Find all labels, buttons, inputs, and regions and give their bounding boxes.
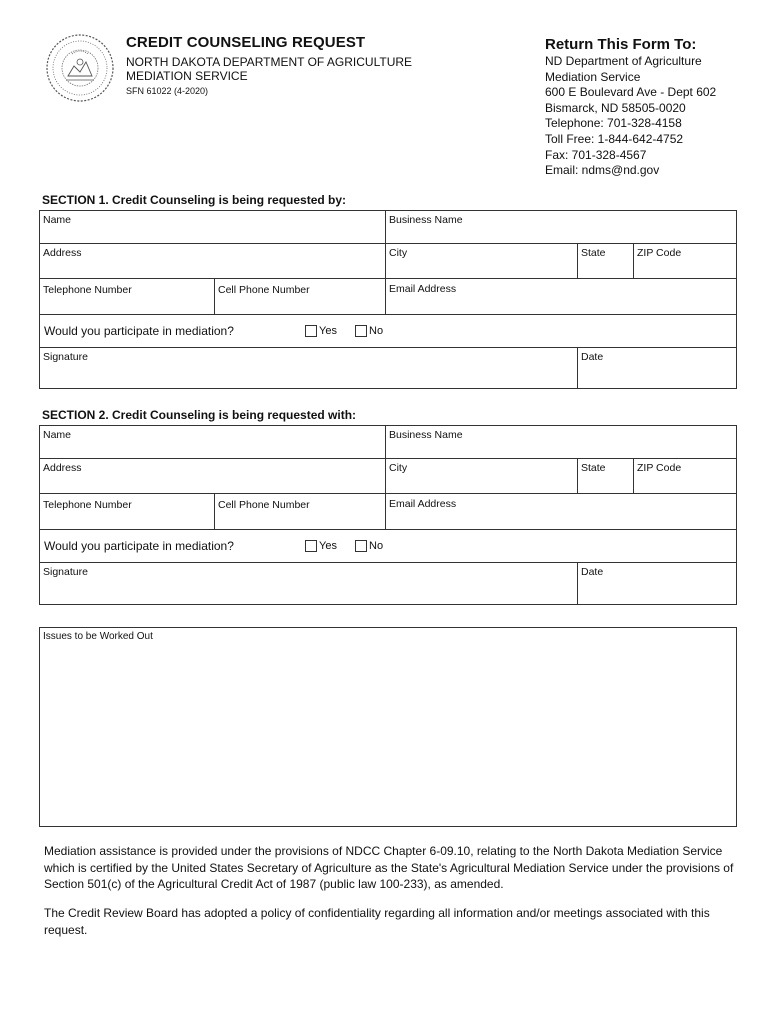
s2-state-field[interactable] <box>577 458 634 494</box>
confidentiality-paragraph: The Credit Review Board has adopted a policy of confidentiality regarding all information and/or meetings associated with this request. <box>44 906 710 937</box>
return-line: Email: ndms@nd.gov <box>545 163 660 178</box>
s2-name-label: Name <box>43 429 72 441</box>
s2-cell-label: Cell Phone Number <box>218 499 310 511</box>
s2-email-label: Email Address <box>389 498 457 510</box>
return-line: Fax: 701-328-4567 <box>545 147 647 162</box>
s1-business-name-field[interactable] <box>385 210 737 244</box>
s1-email-label: Email Address <box>389 283 457 295</box>
issues-textarea[interactable] <box>39 627 737 827</box>
return-line: ND Department of Agriculture <box>545 54 702 68</box>
s1-city-field[interactable] <box>385 243 578 279</box>
section1-heading: SECTION 1. Credit Counseling is being requested by: <box>42 193 347 207</box>
s1-yes-label: Yes <box>319 325 337 337</box>
s2-no-checkbox[interactable] <box>355 540 367 552</box>
s2-date-label: Date <box>581 566 604 578</box>
s1-state-label: State <box>581 247 606 259</box>
s1-state-field[interactable] <box>577 243 634 279</box>
service-name: MEDIATION SERVICE <box>126 69 248 83</box>
s1-cell-label: Cell Phone Number <box>218 284 310 296</box>
s1-signature-label: Signature <box>43 351 88 363</box>
form-number: SFN 61022 (4-2020) <box>126 86 209 96</box>
s1-telephone-field[interactable] <box>39 278 215 315</box>
s1-business-name-label: Business Name <box>389 214 463 226</box>
s1-cell-field[interactable] <box>214 278 386 315</box>
s2-no-label: No <box>369 540 384 552</box>
state-seal-icon <box>44 32 116 104</box>
return-line: Telephone: 701-328-4158 <box>545 116 682 131</box>
s2-date-field[interactable] <box>577 562 737 605</box>
s1-address-field[interactable] <box>39 243 386 279</box>
s1-zip-field[interactable] <box>633 243 737 279</box>
s2-email-field[interactable] <box>385 493 737 530</box>
section2-heading: SECTION 2. Credit Counseling is being requested with: <box>42 408 357 422</box>
s2-state-label: State <box>581 462 606 474</box>
s1-date-label: Date <box>581 351 604 363</box>
s2-mediation-row <box>39 529 737 563</box>
s2-address-field[interactable] <box>39 458 386 494</box>
return-line: 600 E Boulevard Ave - Dept 602 <box>545 85 717 100</box>
department-name: NORTH DAKOTA DEPARTMENT OF AGRICULTURE <box>126 55 413 69</box>
issues-label: Issues to be Worked Out <box>43 631 153 642</box>
s1-zip-label: ZIP Code <box>637 247 682 259</box>
s2-name-field[interactable] <box>39 425 386 459</box>
s2-zip-label: ZIP Code <box>637 462 682 474</box>
s2-address-label: Address <box>43 462 82 474</box>
return-line: Bismarck, ND 58505-0020 <box>545 100 686 115</box>
s1-name-label: Name <box>43 214 72 226</box>
s2-telephone-label: Telephone Number <box>43 499 132 511</box>
form-title: CREDIT COUNSELING REQUEST <box>126 34 366 51</box>
s2-signature-label: Signature <box>43 566 88 578</box>
s1-no-label: No <box>369 325 384 337</box>
s1-city-label: City <box>389 247 408 259</box>
mediation-provisions-paragraph: Mediation assistance is provided under the provisions of NDCC Chapter 6-09.10, relating to the North Dakota Mediation Service which is certified by the United States Secretary of Agriculture as the State's Agricultural Mediation Service under the provisions of Section 501(c) of the Agricultural Credit Act of 1987 (public law 100-233), as amended. <box>44 844 734 891</box>
s1-mediation-question: Would you participate in mediation? <box>44 324 234 338</box>
s1-email-field[interactable] <box>385 278 737 315</box>
return-address <box>545 54 716 179</box>
return-line: Mediation Service <box>545 69 641 84</box>
s2-business-name-label: Business Name <box>389 429 463 441</box>
s2-business-name-field[interactable] <box>385 425 737 459</box>
s1-name-field[interactable] <box>39 210 386 244</box>
s2-mediation-question: Would you participate in mediation? <box>44 539 234 553</box>
s2-cell-field[interactable] <box>214 493 386 530</box>
s1-mediation-row <box>39 314 737 348</box>
s2-city-label: City <box>389 462 408 474</box>
s1-address-label: Address <box>43 247 82 259</box>
s2-zip-field[interactable] <box>633 458 737 494</box>
s2-telephone-field[interactable] <box>39 493 215 530</box>
s1-date-field[interactable] <box>577 347 737 389</box>
s1-telephone-label: Telephone Number <box>43 284 132 296</box>
s1-signature-field[interactable] <box>39 347 578 389</box>
return-line: Toll Free: 1-844-642-4752 <box>545 131 684 146</box>
s1-yes-checkbox[interactable] <box>305 325 317 337</box>
s2-signature-field[interactable] <box>39 562 578 605</box>
return-to-heading: Return This Form To: <box>545 36 697 53</box>
s2-city-field[interactable] <box>385 458 578 494</box>
s2-yes-checkbox[interactable] <box>305 540 317 552</box>
s2-yes-label: Yes <box>319 540 337 552</box>
s1-no-checkbox[interactable] <box>355 325 367 337</box>
